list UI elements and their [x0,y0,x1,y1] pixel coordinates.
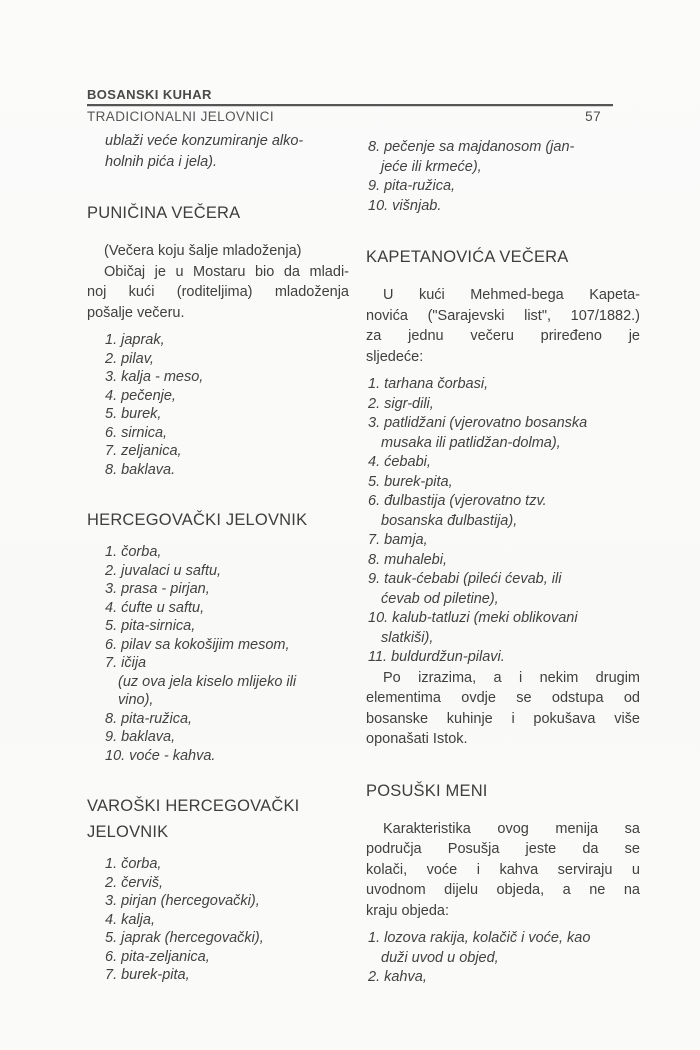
menu-item-line: 7. ičija [105,655,147,671]
menu-item-line: 10. voće - kahva. [105,747,216,764]
paragraph [366,819,640,922]
menu-item-line: vino), [118,692,154,708]
paragraph-line: kraju objeda: [366,902,450,919]
menu-item-line: 4. ćebabi, [368,454,431,470]
menu-list [87,331,349,479]
subheader-row [87,109,613,124]
menu-item-line: 7. burek-pita, [105,967,190,983]
menu-item [105,654,349,710]
menu-item-line: 1. čorba, [105,856,162,872]
menu-item [105,710,349,729]
menu-list [87,855,349,985]
paragraph [87,262,349,324]
paragraph-line: uvodnom dijelu objeda, a ne na [366,882,640,898]
menu-item [368,197,640,217]
menu-item [105,948,349,967]
menu-item [105,331,349,350]
menu-item [368,609,640,648]
menu-item [105,405,349,424]
paragraph-line: ublaži veće konzumiranje alko- [105,133,304,149]
menu-item [368,177,640,197]
menu-item-line: 4. kalja, [105,911,155,928]
menu-item [368,395,640,415]
paragraph-line: Karakteristika ovog menija sa [383,820,640,837]
menu-item [105,855,349,874]
menu-item-line: 4. pečenje, [105,387,176,404]
menu-heading-line: PUNIČINA VEČERA [87,204,241,222]
menu-item-line: 8. pita-ružica, [105,710,193,727]
paragraph [87,131,349,172]
menu-heading [87,200,349,226]
menu-item [368,473,640,493]
menu-item-line: 8. baklava. [105,461,176,478]
menu-heading-line: JELOVNIK [87,823,169,841]
section-title: TRADICIONALNI JELOVNICI [87,109,274,124]
header-rule [87,104,613,106]
menu-heading-line: HERCEGOVAČKI JELOVNIK [87,511,308,529]
menu-item-line: 2. pilav, [105,350,154,367]
menu-item [105,562,349,581]
paragraph [366,285,640,367]
paragraph-line: pošalje večeru. [87,304,185,321]
menu-item [105,747,349,766]
menu-item [105,424,349,443]
menu-item-line: 1. tarhana čorbasi, [368,376,489,392]
menu-item-line: 1. lozova rakija, kolačič i voće, kao [368,930,591,946]
paragraph-line: oponašati Istok. [366,731,468,747]
menu-item-line: 3. prasa - pirjan, [105,581,210,597]
menu-item [105,617,349,636]
menu-item [105,874,349,893]
menu-item [368,138,640,177]
paragraph-line: bosanske kuhinje i pokušava više [366,710,640,727]
menu-item [105,461,349,480]
menu-item-line: 1. čorba, [105,544,162,560]
menu-item [105,911,349,930]
paragraph-line: kolači, voće i kahva serviraju u [366,861,640,878]
page-header [87,88,613,124]
menu-item [105,368,349,387]
menu-item-line: 5. pita-sirnica, [105,618,196,634]
paragraph-line: noj kući (roditeljima) mladoženja [87,284,349,300]
paragraph-line: sljedeće: [366,348,424,365]
paragraph-line: područja Posušja jeste da se [366,841,640,857]
menu-item [105,636,349,655]
menu-item-line: ćevab od piletine), [381,590,499,607]
menu-item-line: 7. zeljanica, [105,443,182,459]
paragraph-line: Po izrazima, a i nekim drugim [383,669,640,686]
menu-item-line: 10. kalub-tatluzi (meki oblikovani [368,610,578,626]
menu-item-line: 1. japrak, [105,332,165,348]
paragraph [87,241,349,262]
menu-list [366,375,640,668]
menu-item [368,492,640,531]
menu-list [366,929,640,988]
menu-item-line: 5. burek-pita, [368,473,453,490]
menu-item-line: 5. burek, [105,406,162,422]
menu-item [105,966,349,985]
menu-item-line: 3. pirjan (hercegovački), [105,893,260,909]
menu-item-line: 2. sigr-dili, [368,395,434,412]
menu-item-line: duži uvod u objed, [381,949,499,966]
menu-heading-line: KAPETANOVIĆA VEČERA [366,248,569,266]
menu-item-line: 6. pilav sa kokošijim mesom, [105,636,290,653]
menu-list [87,543,349,765]
menu-item [105,350,349,369]
menu-item-line: 9. baklava, [105,729,176,745]
page-number: 57 [585,109,601,124]
paragraph-line: novića ("Sarajevski list", 107/1882.) [366,307,640,324]
menu-item-line: 2. červiš, [105,874,164,891]
menu-item [368,929,640,968]
menu-item [105,892,349,911]
menu-item [105,543,349,562]
menu-item-line: 9. tauk-ćebabi (pileći ćevab, ili [368,571,562,587]
menu-item-line: 2. kahva, [368,969,427,985]
column-left [87,131,349,985]
menu-heading [87,793,349,845]
paragraph-line: elementima ovdje se odstupa od [366,690,640,706]
menu-item-line: jeće ili krmeće), [381,158,482,175]
menu-heading [87,507,349,533]
book-title: BOSANSKI KUHAR [87,87,212,102]
menu-item-line: 3. kalja - meso, [105,369,204,385]
menu-item [368,531,640,551]
menu-heading [366,244,640,270]
menu-item [368,414,640,453]
menu-item [105,580,349,599]
menu-item-line: 10. višnjab. [368,197,442,214]
menu-item-line: 5. japrak (hercegovački), [105,930,264,946]
menu-item-line: 4. ćufte u saftu, [105,599,205,616]
menu-list [366,138,640,216]
paragraph-line: (Večera koju šalje mladoženja) [104,243,302,259]
menu-item-line: 9. pita-ružica, [368,178,456,194]
menu-item-line: slatkiši), [381,629,434,646]
paragraph-line: Običaj je u Mostaru bio da mladi- [104,263,349,280]
two-column-text [87,131,640,988]
paragraph-line: U kući Mehmed-bega Kapeta- [383,287,640,303]
menu-item-line: musaka ili patlidžan-dolma), [381,434,561,451]
menu-item [368,570,640,609]
menu-item-line: 6. pita-zeljanica, [105,948,210,965]
menu-heading-line: POSUŠKI MENI [366,781,488,800]
menu-item [368,551,640,571]
menu-item-line: (uz ova jela kiselo mlijeko ili [118,673,297,690]
paragraph [366,668,640,750]
menu-heading-line: VAROŠKI HERCEGOVAČKI [87,797,300,815]
menu-item [368,648,640,668]
menu-item-line: 11. buldurdžun-pilavi. [368,649,505,665]
menu-item-line: 8. muhalebi, [368,551,447,568]
menu-item-line: 6. đulbastija (vjerovatno tzv. [368,493,547,509]
menu-item-line: 3. patlidžani (vjerovatno bosanska [368,415,588,431]
paragraph-line: holnih pića i jela). [105,153,218,170]
menu-item [105,599,349,618]
menu-item [105,728,349,747]
menu-item [105,387,349,406]
menu-item [105,929,349,948]
menu-item-line: 2. juvalaci u saftu, [105,562,222,579]
menu-item [368,968,640,988]
menu-item [368,375,640,395]
paragraph-line: za jednu večeru priređeno je [366,328,640,344]
menu-item-line: 6. sirnica, [105,424,168,441]
menu-item [105,442,349,461]
menu-item-line: 7. bamja, [368,532,428,548]
menu-item-line: 8. pečenje sa majdanosom (jan- [368,139,575,155]
menu-item-line: bosanska đulbastija), [381,512,518,529]
menu-heading [366,778,640,804]
column-right [366,131,640,988]
menu-item [368,453,640,473]
